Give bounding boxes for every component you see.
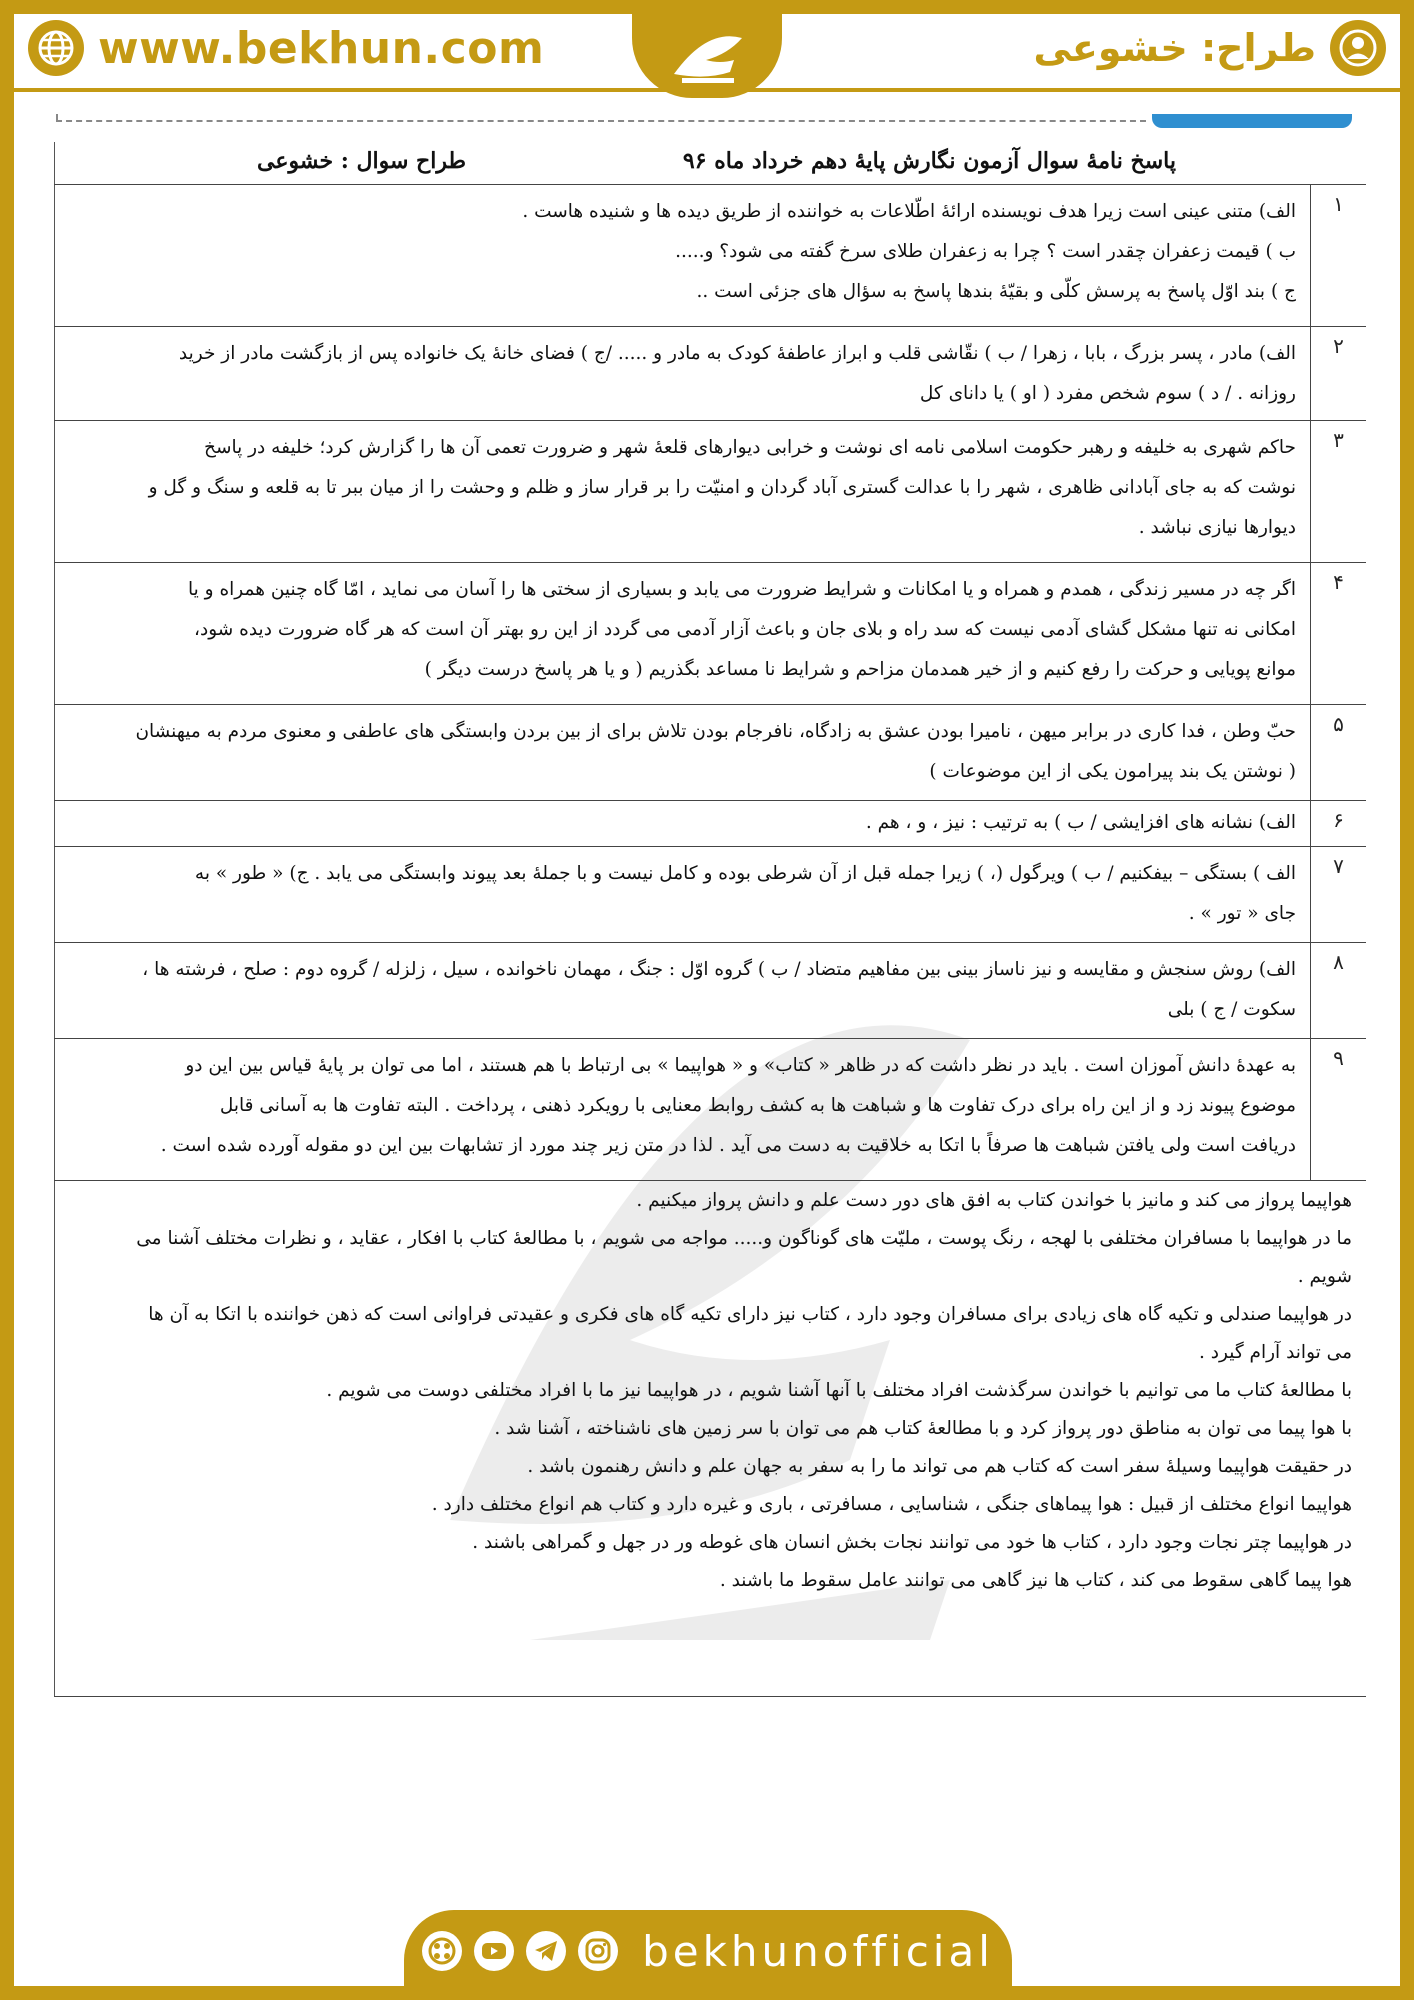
answer-text bbox=[54, 184, 1310, 316]
essay-line: با هوا پیما می توان به مناطق دور پرواز کرد و با مطالعهٔ کتاب هم می توان با سر زمین های ناشناخته ، آشنا شد . bbox=[494, 1418, 1352, 1439]
answer-line: الف) متنی عینی است زیرا هدف نویسنده ارائهٔ اطّلاعات به خواننده از طریق دیده ها و شنیده هاست . bbox=[522, 201, 1296, 222]
answer-text bbox=[54, 846, 1310, 938]
answer-line: الف) نشانه های افزایشی / ب ) به ترتیب : نیز ، و ، هم . bbox=[865, 812, 1296, 833]
answer-row bbox=[54, 1038, 1366, 1181]
answer-text bbox=[54, 562, 1310, 694]
essay-line: در هواپیما چتر نجات وجود دارد ، کتاب ها خود می توانند نجات بخش انسان های غوطه ور در جهل و گمراهی باشند . bbox=[472, 1532, 1352, 1553]
answer-row bbox=[54, 942, 1366, 1039]
answer-line: ( نوشتن یک بند پیرامون یکی از این موضوعات ) bbox=[929, 761, 1296, 782]
essay-line: می تواند آرام گیرد . bbox=[1199, 1342, 1352, 1363]
exam-title: پاسخ نامهٔ سوال آزمون نگارش پایهٔ دهم خرداد ماه ۹۶ bbox=[682, 148, 1176, 174]
answer-row bbox=[54, 704, 1366, 801]
answer-text bbox=[54, 942, 1310, 1034]
answer-line: الف ) بستگی – بیفکنیم / ب ) ویرگول (، ) زیرا جمله قبل از آن شرطی بوده و کامل نیست و با جملهٔ بعد پیوند وابستگی می یابد . ج) « طور » به bbox=[194, 863, 1296, 884]
essay-line: هوا پیما گاهی سقوط می کند ، کتاب ها نیز گاهی می توانند عامل سقوط ما باشند . bbox=[719, 1570, 1352, 1591]
social-footer bbox=[404, 1910, 1012, 1992]
dashed-divider bbox=[56, 120, 1146, 122]
answer-line: به عهدهٔ دانش آموزان است . باید در نظر داشت که در ظاهر « کتاب» و « هواپیما » بی ارتباط با هم هستند ، اما می توان بر پایهٔ قیاس بین این دو bbox=[185, 1055, 1296, 1076]
designer-name: طراح: خشوعی bbox=[1033, 26, 1316, 70]
site-url: www.bekhun.com bbox=[98, 22, 545, 74]
aparat-icon[interactable] bbox=[422, 1931, 462, 1971]
designer-credit bbox=[1033, 18, 1386, 78]
essay-bottom-border bbox=[54, 1696, 1366, 1697]
essay-line: در هواپیما صندلی و تکیه گاه های زیادی برای مسافران وجود دارد ، کتاب نیز دارای تکیه گاه های فکری و عقیدتی فراوانی است که ذهن خواننده با اتکا به آن ها bbox=[148, 1304, 1352, 1325]
globe-icon bbox=[28, 20, 84, 76]
essay-line: در حقیقت هواپیما وسیلهٔ سفر است که کتاب هم می تواند ما را به سفر به جهان علم و دانش رهنمون باشد . bbox=[527, 1456, 1352, 1477]
answer-line: دریافت است ولی یافتن شباهت ها صرفاً با اتکا به خلاقیت به دست می آید . لذا در متن زیر چند مورد از تشابهات بین این دو مقوله آورده شده است . bbox=[160, 1135, 1296, 1156]
answer-row bbox=[54, 846, 1366, 943]
answer-line: روزانه . / د ) سوم شخص مفرد ( او ) یا دانای کل bbox=[919, 383, 1296, 404]
answer-line: اگر چه در مسیر زندگی ، همدم و همراه و یا امکانات و شرایط ضرورت می یابد و بسیاری از سختی ها را آسان می نماید ، امّا گاه چنین همراه و یا bbox=[187, 579, 1296, 600]
youtube-icon[interactable] bbox=[474, 1931, 514, 1971]
answer-line: جای « تور » . bbox=[1188, 903, 1296, 924]
answer-line: دیوارها نیازی نباشد . bbox=[1138, 517, 1296, 538]
answer-text bbox=[54, 1038, 1310, 1170]
essay-line: با مطالعهٔ کتاب ما می توانیم با خواندن سرگذشت افراد مختلف با آنها آشنا شویم ، در هواپیما نیز ما با افراد مختلفی دوست می شویم . bbox=[326, 1380, 1352, 1401]
question-number: ۹ bbox=[1310, 1038, 1366, 1180]
question-number: ۶ bbox=[1310, 800, 1366, 846]
answer-row bbox=[54, 800, 1366, 847]
answer-line: الف) مادر ، پسر بزرگ ، بابا ، زهرا / ب ) نقّاشی قلب و ابراز عاطفهٔ کودک به مادر و ..... /ج ) فضای خانهٔ یک خانواده پس از بازگشت مادر از خرید bbox=[178, 343, 1296, 364]
question-number: ۸ bbox=[1310, 942, 1366, 1038]
answer-line: موانع پویایی و حرکت را رفع کنیم و از خیر همدمان مزاحم و شرایط نا مساعد بگذریم ( و یا هر پاسخ درست دیگر ) bbox=[424, 659, 1296, 680]
essay-line: شویم . bbox=[1297, 1266, 1352, 1287]
essay-line: هواپیما انواع مختلف از قبیل : هوا پیماهای جنگی ، شناسایی ، مسافرتی ، باری و غیره دارد و کتاب هم انواع مختلف دارد . bbox=[431, 1494, 1352, 1515]
question-number: ۳ bbox=[1310, 420, 1366, 562]
answer-line: نوشت که به جای آبادانی ظاهری ، شهر را با عدالت گستری آباد گردان و امنیّت را بر قرار ساز و ظلم و وحشت را از میان ببر تا به قلعه و سنگ و گل و bbox=[148, 477, 1296, 498]
question-designer: طراح سوال : خشوعی bbox=[256, 148, 466, 174]
answer-row bbox=[54, 184, 1366, 327]
blue-accent-tab bbox=[1152, 114, 1352, 128]
answer-sheet-title bbox=[54, 142, 1366, 185]
answer-line: ج ) بند اوّل پاسخ به پرسش کلّی و بقیّهٔ بندها پاسخ به سؤال های جزئی است .. bbox=[696, 281, 1296, 302]
social-handle[interactable]: bekhunofficial bbox=[642, 1926, 994, 1976]
essay-line: هواپیما پرواز می کند و مانیز با خواندن کتاب به افق های دور دست علم و دانش پرواز میکنیم . bbox=[636, 1190, 1352, 1211]
answer-line: ب ) قیمت زعفران چقدر است ؟ چرا به زعفران طلای سرخ گفته می شود؟ و..... bbox=[675, 241, 1296, 262]
question-number: ۵ bbox=[1310, 704, 1366, 800]
answer-line: سکوت / ج ) بلی bbox=[1167, 999, 1296, 1020]
question-number: ۲ bbox=[1310, 326, 1366, 420]
answer-row bbox=[54, 326, 1366, 421]
answer-text bbox=[54, 800, 1310, 847]
answer-text bbox=[54, 420, 1310, 552]
question-number: ۴ bbox=[1310, 562, 1366, 704]
answer-line: موضوع پیوند زد و از این راه برای درک تفاوت ها و شباهت ها به کشف روابط معنایی با رویکرد ذهنی ، پرداخت . البته تفاوت ها به آسانی قابل bbox=[219, 1095, 1296, 1116]
answer-line: امکانی نه تنها مشکل گشای آدمی نیست که سد راه و بلای جان و باعث آزار آدمی می گردد از این رو بهتر آن است که هر گاه ضرورت دیده شود، bbox=[194, 619, 1296, 640]
essay-line: ما در هواپیما با مسافران مختلفی با لهجه ، رنگ پوست ، ملیّت های گوناگون و..... مواجه می شویم ، با مطالعهٔ کتاب با افکار ، عقاید ، و نظرات مختلف آشنا می bbox=[136, 1228, 1352, 1249]
user-icon bbox=[1330, 20, 1386, 76]
answer-line: الف) روش سنجش و مقایسه و نیز ناساز بینی بین مفاهیم متضاد / ب ) گروه اوّل : جنگ ، مهمان ناخوانده ، سیل ، زلزله / گروه دوم : صلح ، فرشته ها ، bbox=[142, 959, 1296, 980]
answer-row bbox=[54, 420, 1366, 563]
answer-line: حاکم شهری به خلیفه و رهبر حکومت اسلامی نامه ای نوشت و خرابی دیوارهای قلعهٔ شهر و ضرورت تعمی آن ها را گزارش کرد؛ خلیفه در پاسخ bbox=[204, 437, 1296, 458]
answer-text bbox=[54, 326, 1310, 418]
essay-section bbox=[54, 1180, 1366, 1600]
question-number: ۱ bbox=[1310, 184, 1366, 326]
instagram-icon[interactable] bbox=[578, 1931, 618, 1971]
answer-text bbox=[54, 704, 1310, 796]
site-link[interactable] bbox=[28, 18, 544, 78]
answer-line: حبّ وطن ، فدا کاری در برابر میهن ، نامیرا بودن عشق به زادگاه، نافرجام بودن تلاش برای از بین بردن وابستگی های عاطفی و معنوی مردم به میهنشان bbox=[135, 721, 1296, 742]
telegram-icon[interactable] bbox=[526, 1931, 566, 1971]
book-logo-icon bbox=[662, 24, 752, 88]
question-number: ۷ bbox=[1310, 846, 1366, 942]
answer-row bbox=[54, 562, 1366, 705]
